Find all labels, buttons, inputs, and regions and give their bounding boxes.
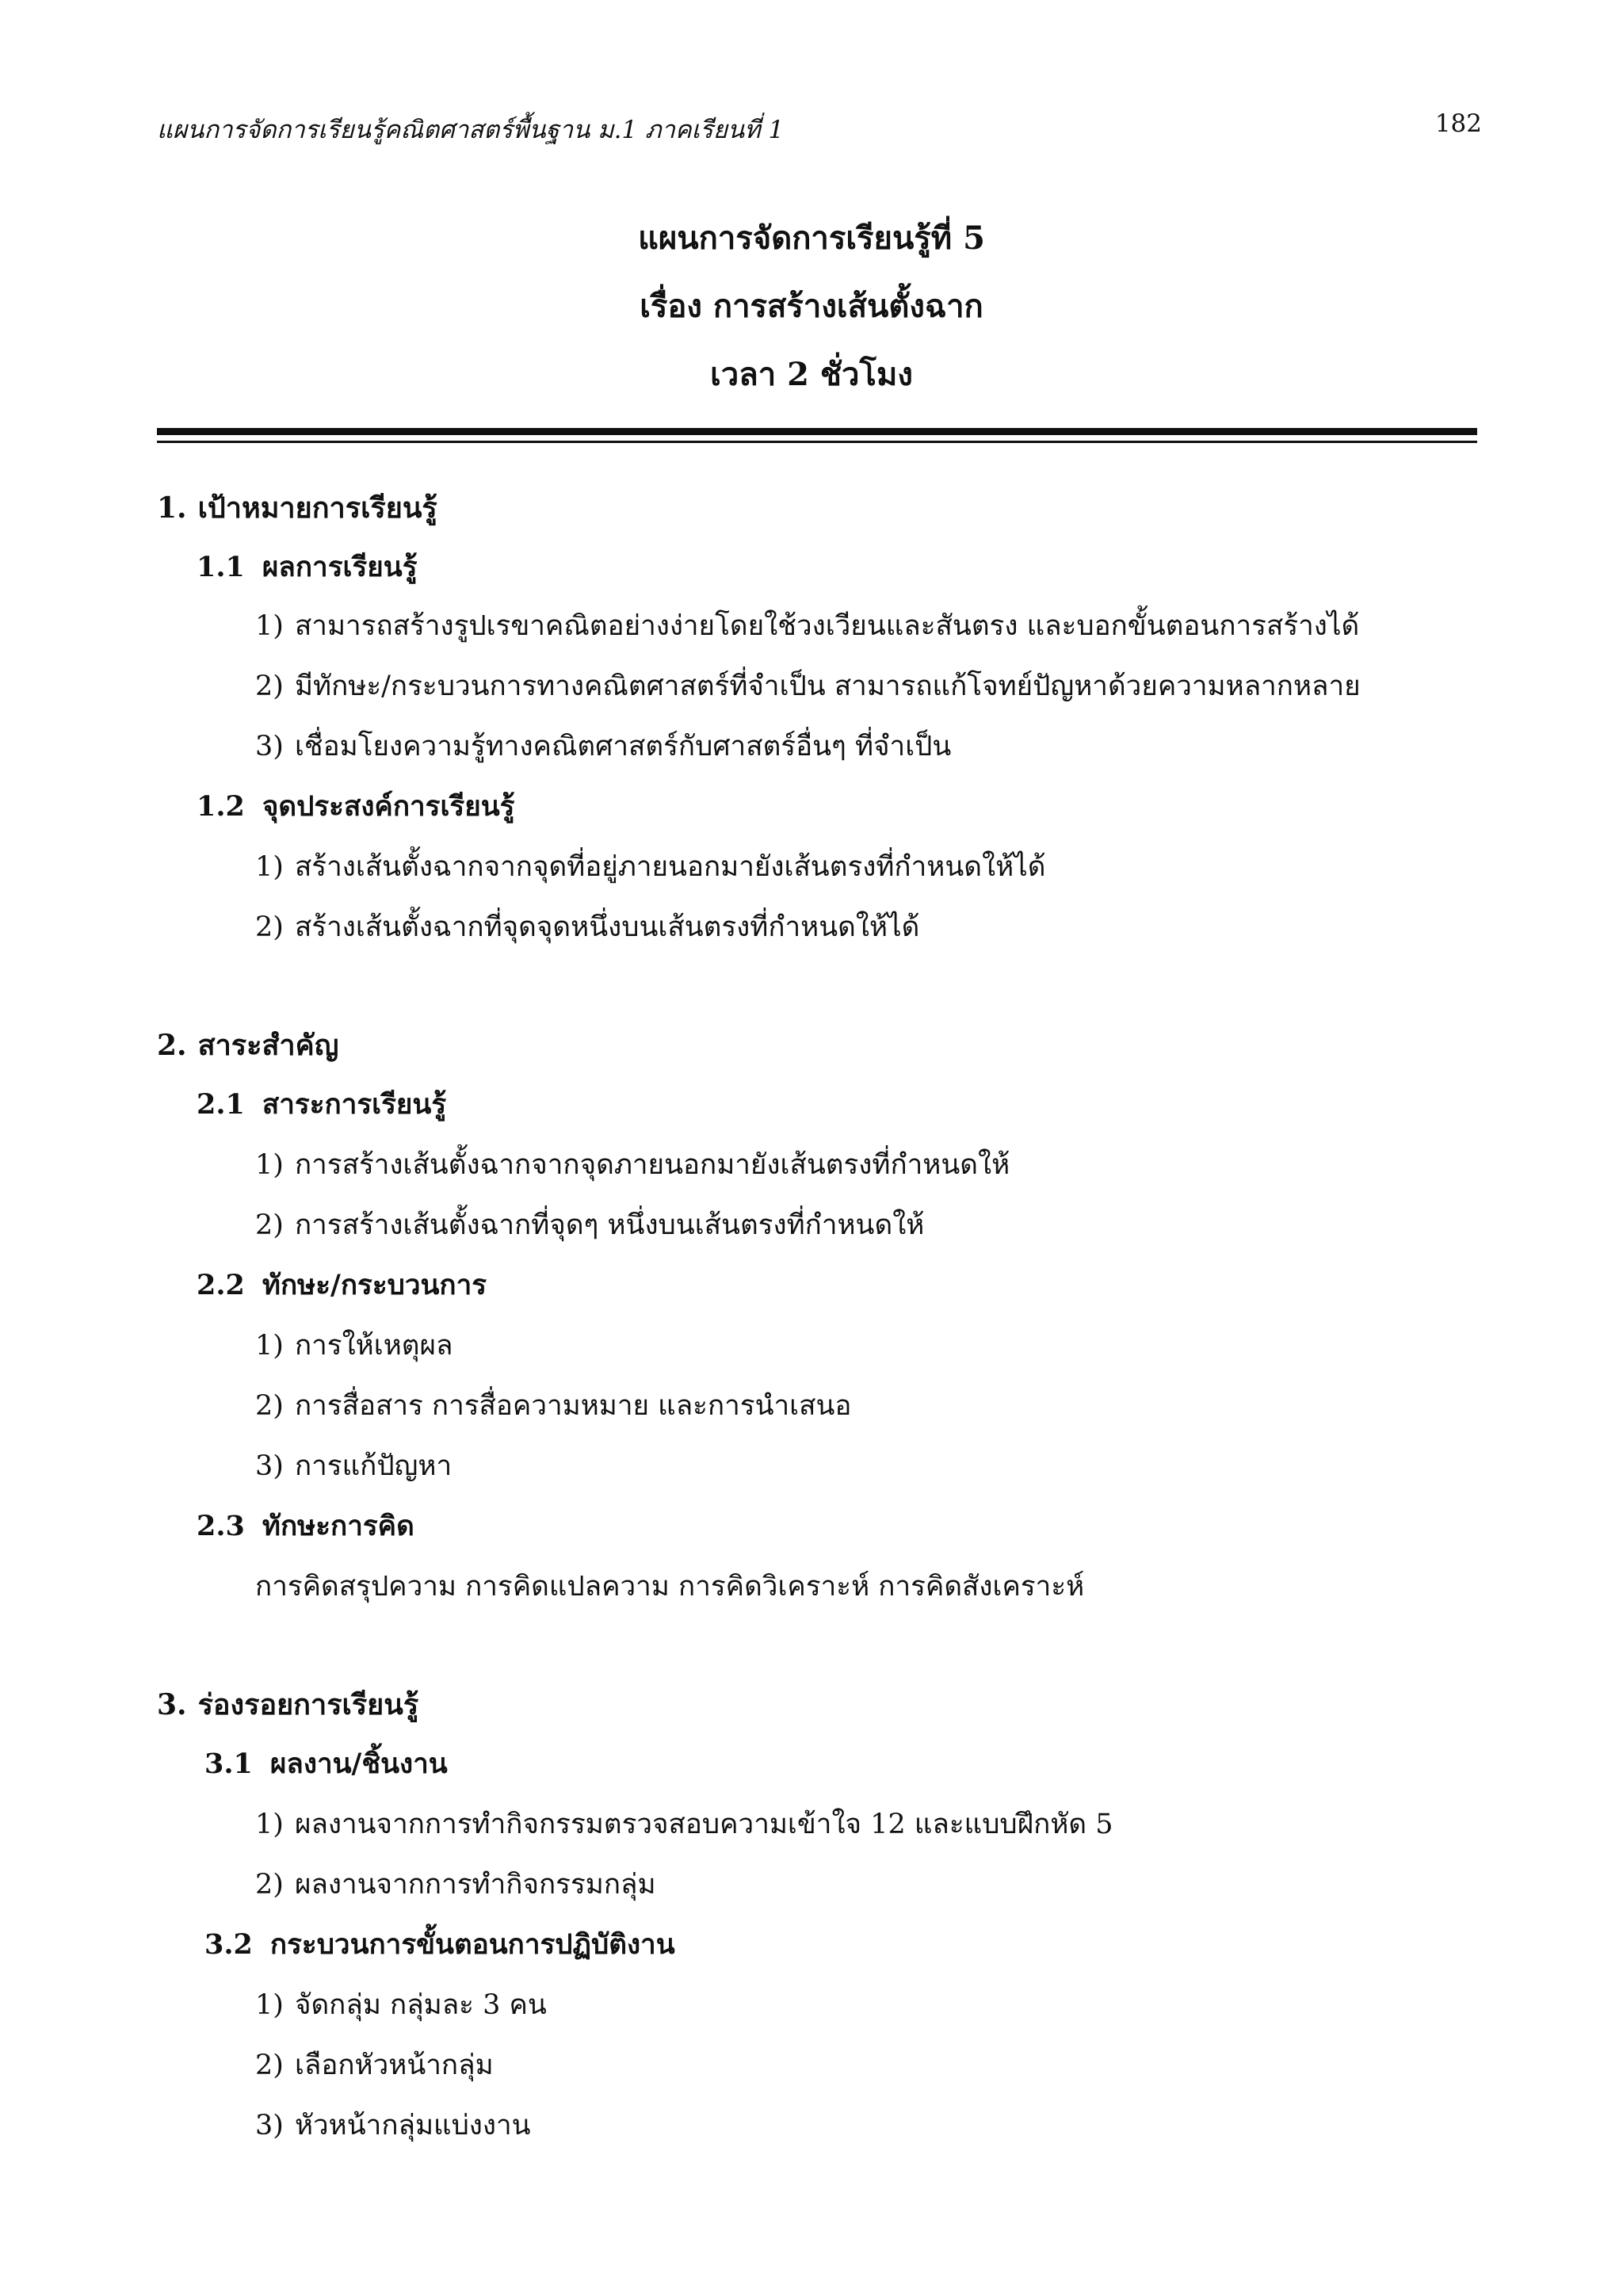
- list-item: 2) เลือกหัวหน้ากลุ่ม: [255, 2050, 494, 2081]
- section-heading-3: 3. ร่องรอยการเรียนรู้: [157, 1688, 419, 1721]
- subsection-heading-1-2: 1.2 จุดประสงค์การเรียนรู้: [197, 790, 515, 823]
- lesson-duration: เวลา 2 ชั่วโมง: [710, 356, 913, 393]
- list-item: 3) หัวหน้ากลุ่มแบ่งงาน: [255, 2110, 531, 2141]
- lesson-plan-title: แผนการจัดการเรียนรู้ที่ 5: [638, 220, 985, 257]
- subsection-heading-2-1: 2.1 สาระการเรียนรู้: [197, 1088, 447, 1121]
- list-item: 3) เชื่อมโยงความรู้ทางคณิตศาสตร์กับศาสตร์อื่นๆ ที่จำเป็น: [255, 731, 952, 762]
- list-item: 2) ผลงานจากการทำกิจกรรมกลุ่ม: [255, 1869, 656, 1901]
- section-heading-1: 1. เป้าหมายการเรียนรู้: [157, 491, 437, 525]
- header-rule-thick: [157, 428, 1477, 435]
- subsection-heading-2-3: 2.3 ทักษะการคิด: [197, 1510, 414, 1542]
- subsection-heading-3-2: 3.2 กระบวนการขั้นตอนการปฏิบัติงาน: [204, 1928, 675, 1961]
- running-header: แผนการจัดการเรียนรู้คณิตศาสตร์พื้นฐาน ม.1 ภาคเรียนที่ 1: [157, 116, 785, 144]
- list-item: 1) ผลงานจากการทำกิจกรรมตรวจสอบความเข้าใจ 12 และแบบฝึกหัด 5: [255, 1809, 1113, 1840]
- thinking-skills-text: การคิดสรุปความ การคิดแปลความ การคิดวิเคราะห์ การคิดสังเคราะห์: [255, 1571, 1085, 1603]
- header-rule-thin: [157, 441, 1477, 443]
- list-item: 1) จัดกลุ่ม กลุ่มละ 3 คน: [255, 1989, 547, 2021]
- subsection-heading-1-1: 1.1 ผลการเรียนรู้: [197, 551, 418, 583]
- list-item: 2) สร้างเส้นตั้งฉากที่จุดจุดหนึ่งบนเส้นตรงที่กำหนดให้ได้: [255, 911, 920, 943]
- section-heading-2: 2. สาระสำคัญ: [157, 1029, 339, 1062]
- lesson-topic: เรื่อง การสร้างเส้นตั้งฉาก: [640, 288, 983, 325]
- subsection-heading-3-1: 3.1 ผลงาน/ชิ้นงาน: [204, 1748, 448, 1780]
- subsection-heading-2-2: 2.2 ทักษะ/กระบวนการ: [197, 1269, 487, 1301]
- list-item: 1) การให้เหตุผล: [255, 1330, 453, 1362]
- list-item: 1) สามารถสร้างรูปเรขาคณิตอย่างง่ายโดยใช้วงเวียนและสันตรง และบอกขั้นตอนการสร้างได้: [255, 610, 1360, 642]
- list-item: 2) การสื่อสาร การสื่อความหมาย และการนำเสนอ: [255, 1390, 852, 1422]
- page-number: 182: [1434, 109, 1482, 138]
- list-item: 2) มีทักษะ/กระบวนการทางคณิตศาสตร์ที่จำเป็น สามารถแก้โจทย์ปัญหาด้วยความหลากหลาย: [255, 670, 1361, 702]
- list-item: 1) สร้างเส้นตั้งฉากจากจุดที่อยู่ภายนอกมายังเส้นตรงที่กำหนดให้ได้: [255, 851, 1046, 883]
- list-item: 2) การสร้างเส้นตั้งฉากที่จุดๆ หนึ่งบนเส้นตรงที่กำหนดให้: [255, 1209, 925, 1241]
- list-item: 1) การสร้างเส้นตั้งฉากจากจุดภายนอกมายังเส้นตรงที่กำหนดให้: [255, 1149, 1010, 1181]
- list-item: 3) การแก้ปัญหา: [255, 1450, 453, 1482]
